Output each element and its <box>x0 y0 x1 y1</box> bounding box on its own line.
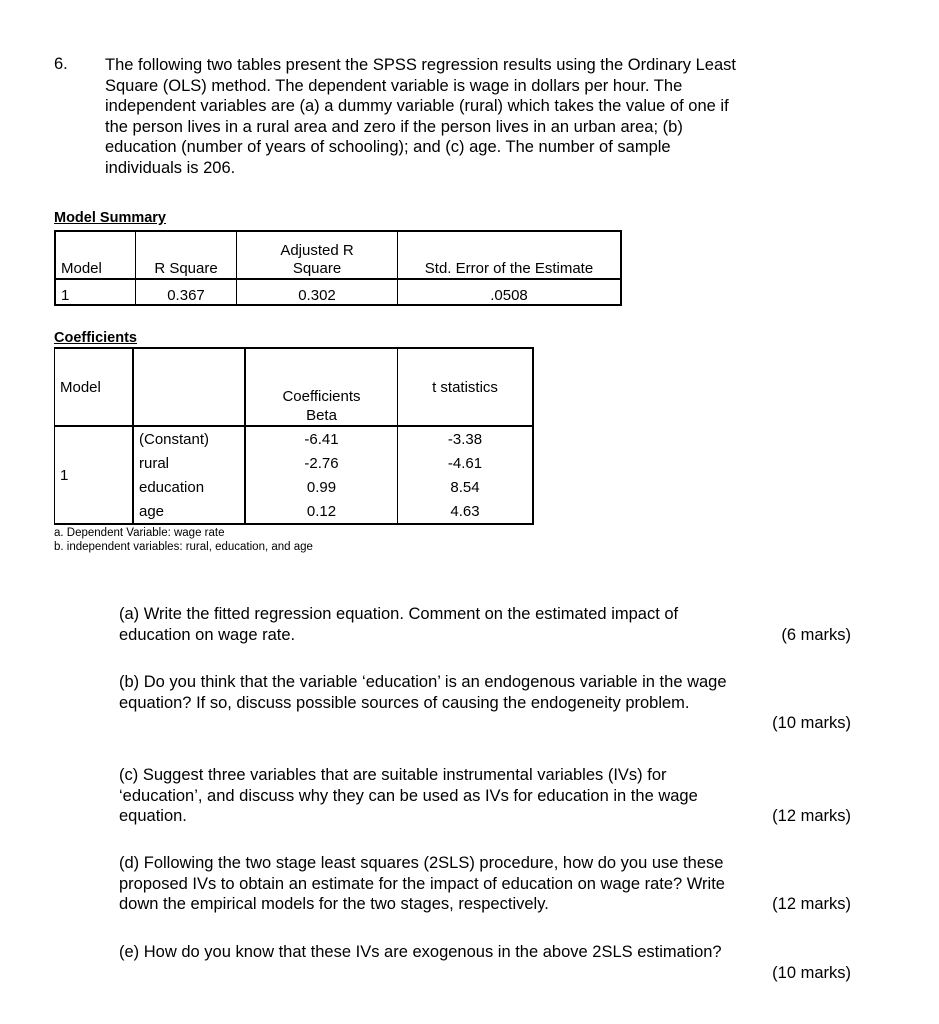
question-part-c <box>119 765 851 827</box>
header-coefficients-beta <box>245 348 398 426</box>
cell-model: 1 <box>60 466 69 484</box>
question-part-d <box>119 853 851 915</box>
table-header-row <box>55 231 621 279</box>
part-line: ‘education’, and discuss why they can be used as IVs for education in the wage <box>119 786 698 805</box>
cell-beta: 0.99 <box>245 475 398 499</box>
part-line: (e) How do you know that these IVs are exogenous in the above 2SLS estimation? <box>119 943 722 961</box>
part-line: proposed IVs to obtain an estimate for the impact of education on wage rate? Write <box>119 874 725 893</box>
footnote: b. independent variables: rural, education, and age <box>54 541 313 553</box>
part-line-with-marks <box>119 806 851 827</box>
header-model: Model <box>55 348 134 426</box>
intro-line: education (number of years of schooling); and (c) age. The number of sample <box>105 138 671 156</box>
table-footnotes <box>54 526 313 554</box>
part-line: (a) Write the fitted regression equation. Comment on the estimated impact of <box>119 605 679 623</box>
intro-line: The following two tables present the SPSS regression results using the Ordinary Least <box>105 56 736 74</box>
part-line: equation. <box>119 807 187 825</box>
part-line: equation? If so, discuss possible sources of causing the endogeneity problem. <box>119 693 690 712</box>
cell-t: -4.61 <box>398 451 534 475</box>
marks-label: (10 marks) <box>772 963 851 982</box>
question-part-e <box>119 942 851 983</box>
cell-variable: rural <box>133 451 245 475</box>
header-r-square: R Square <box>136 231 237 279</box>
header-std-error: Std. Error of the Estimate <box>398 231 622 279</box>
cell-variable: age <box>133 499 245 524</box>
header-adjusted-r-line1: Adjusted R <box>280 242 354 259</box>
header-model: Model <box>55 231 136 279</box>
cell-std-error: .0508 <box>398 279 622 305</box>
part-line: (b) Do you think that the variable ‘education’ is an endogenous variable in the wage <box>119 673 727 691</box>
model-summary-table <box>54 230 622 306</box>
intro-line: independent variables are (a) a dummy variable (rural) which takes the value of one if <box>105 97 729 115</box>
part-line: (d) Following the two stage least squares (2SLS) procedure, how do you use these <box>119 854 724 872</box>
table-row <box>55 426 534 451</box>
marks-label: (12 marks) <box>772 807 851 825</box>
cell-r-square: 0.367 <box>136 279 237 305</box>
cell-beta: 0.12 <box>245 499 398 524</box>
part-line-with-marks <box>119 894 851 915</box>
cell-model: 1 <box>61 287 70 304</box>
intro-line: the person lives in a rural area and zero if the person lives in an urban area; (b) <box>105 117 683 136</box>
part-line-with-marks <box>119 625 851 646</box>
intro-line: individuals is 206. <box>105 158 236 177</box>
header-adjusted-r-line2: Square <box>292 260 342 277</box>
header-beta-line1: Coefficients <box>282 388 361 405</box>
cell-t: 4.63 <box>398 499 534 524</box>
cell-variable: (Constant) <box>133 426 245 451</box>
marks-label: (12 marks) <box>772 895 851 913</box>
coefficients-table <box>54 347 534 525</box>
marks-label: (6 marks) <box>781 625 851 644</box>
part-line: education on wage rate. <box>119 625 296 644</box>
header-t-statistics: t statistics <box>398 348 534 426</box>
table-row <box>55 279 621 305</box>
cell-adjusted-r-square: 0.302 <box>237 279 398 305</box>
intro-line: Square (OLS) method. The dependent variable is wage in dollars per hour. The <box>105 76 683 95</box>
part-line: down the empirical models for the two stages, respectively. <box>119 895 549 913</box>
question-intro <box>105 55 865 178</box>
footnote: a. Dependent Variable: wage rate <box>54 527 225 539</box>
cell-beta: -6.41 <box>245 426 398 451</box>
coefficients-title: Coefficients <box>54 330 137 346</box>
cell-variable: education <box>133 475 245 499</box>
header-beta-line2: Beta <box>306 407 337 424</box>
cell-beta: -2.76 <box>245 451 398 475</box>
cell-t: 8.54 <box>398 475 534 499</box>
question-part-b <box>119 672 851 734</box>
model-summary-title: Model Summary <box>54 210 166 226</box>
table-header-row <box>55 348 534 426</box>
cell-t: -3.38 <box>398 426 534 451</box>
question-number: 6. <box>54 55 68 73</box>
question-part-a <box>119 604 851 645</box>
header-adjusted-r-square <box>237 231 398 279</box>
part-line: (c) Suggest three variables that are suitable instrumental variables (IVs) for <box>119 766 667 784</box>
marks-label: (10 marks) <box>772 714 851 732</box>
header-variable <box>133 348 245 426</box>
